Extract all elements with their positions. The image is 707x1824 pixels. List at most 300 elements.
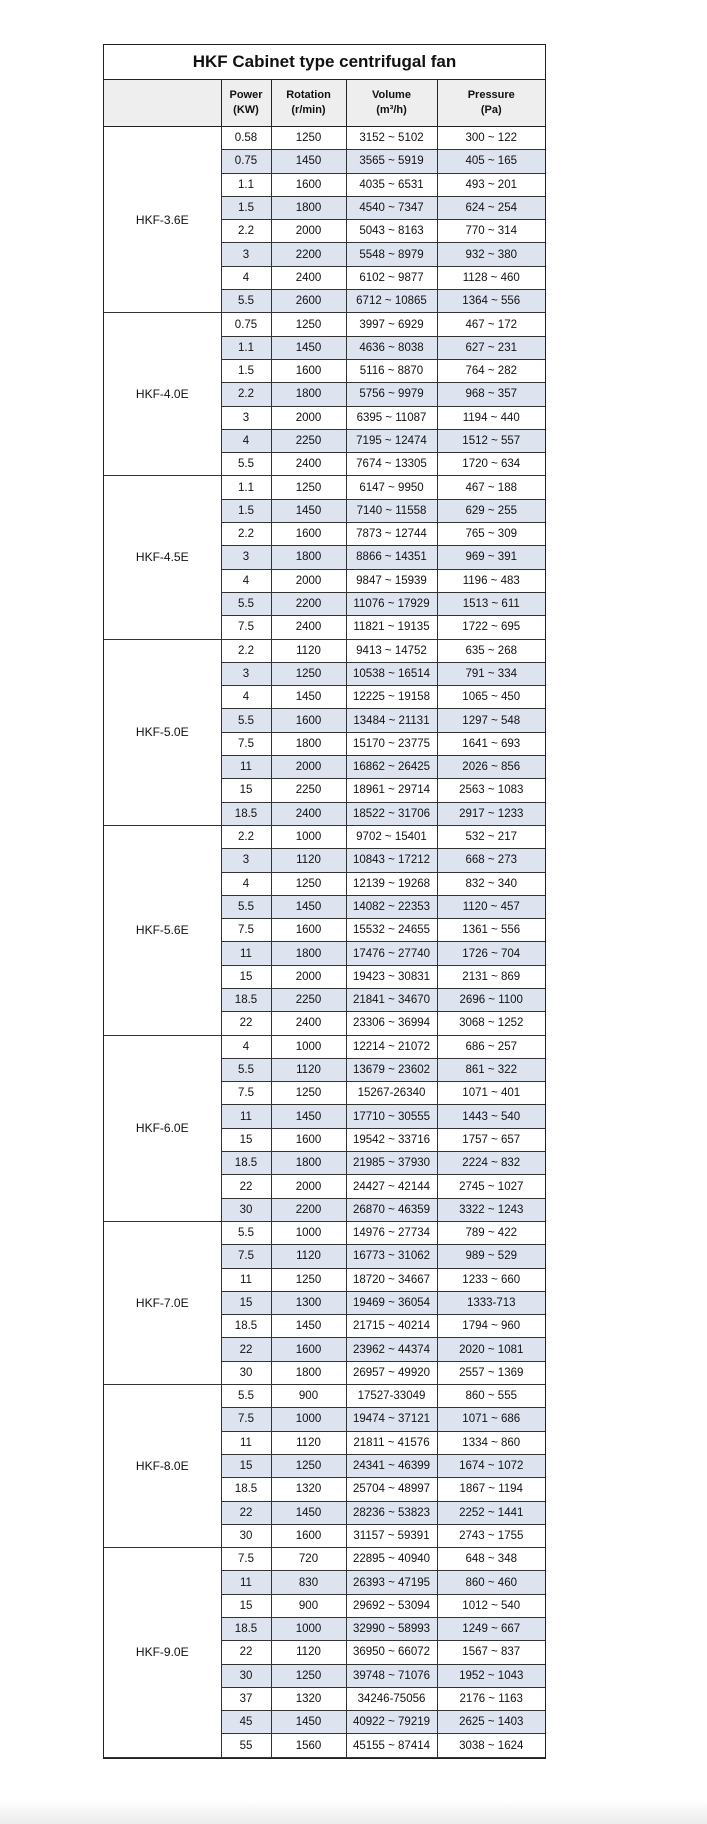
power-cell: 15 <box>221 779 271 802</box>
volume-cell: 23962 ~ 44374 <box>346 1338 437 1361</box>
power-cell: 4 <box>221 686 271 709</box>
rotation-cell: 2400 <box>271 453 346 476</box>
rotation-cell: 1800 <box>271 546 346 569</box>
rotation-cell: 2400 <box>271 266 346 289</box>
rotation-cell: 1800 <box>271 1361 346 1384</box>
volume-cell: 12139 ~ 19268 <box>346 872 437 895</box>
volume-cell: 11821 ~ 19135 <box>346 616 437 639</box>
volume-cell: 9413 ~ 14752 <box>346 639 437 662</box>
volume-cell: 17710 ~ 30555 <box>346 1105 437 1128</box>
rotation-cell: 1120 <box>271 639 346 662</box>
rotation-cell: 1000 <box>271 1221 346 1244</box>
volume-cell: 32990 ~ 58993 <box>346 1618 437 1641</box>
volume-cell: 40922 ~ 79219 <box>346 1711 437 1734</box>
power-cell: 5.5 <box>221 290 271 313</box>
table-row <box>104 1221 545 1244</box>
pressure-cell: 765 ~ 309 <box>437 523 545 546</box>
pressure-cell: 2026 ~ 856 <box>437 756 545 779</box>
pressure-cell: 1567 ~ 837 <box>437 1641 545 1664</box>
power-cell: 7.5 <box>221 732 271 755</box>
power-cell: 30 <box>221 1361 271 1384</box>
rotation-cell: 2200 <box>271 592 346 615</box>
volume-cell: 15170 ~ 23775 <box>346 732 437 755</box>
volume-cell: 16773 ~ 31062 <box>346 1245 437 1268</box>
rotation-cell: 1600 <box>271 1338 346 1361</box>
rotation-cell: 2250 <box>271 779 346 802</box>
rotation-cell: 1800 <box>271 732 346 755</box>
volume-cell: 6147 ~ 9950 <box>346 476 437 499</box>
pressure-cell: 1361 ~ 556 <box>437 919 545 942</box>
table-row <box>104 1385 545 1408</box>
pressure-cell: 1867 ~ 1194 <box>437 1478 545 1501</box>
power-cell: 7.5 <box>221 1082 271 1105</box>
power-cell: 1.1 <box>221 336 271 359</box>
volume-cell: 6395 ~ 11087 <box>346 406 437 429</box>
volume-cell: 12214 ~ 21072 <box>346 1035 437 1058</box>
table-row <box>104 1548 545 1571</box>
volume-cell: 3997 ~ 6929 <box>346 313 437 336</box>
header-power: Power (KW) <box>221 80 271 127</box>
rotation-cell: 1600 <box>271 359 346 382</box>
rotation-cell: 2000 <box>271 220 346 243</box>
pressure-cell: 2917 ~ 1233 <box>437 802 545 825</box>
volume-cell: 25704 ~ 48997 <box>346 1478 437 1501</box>
power-cell: 0.75 <box>221 313 271 336</box>
rotation-cell: 1250 <box>271 1664 346 1687</box>
rotation-cell: 1000 <box>271 1618 346 1641</box>
table-row <box>104 127 545 150</box>
power-cell: 4 <box>221 872 271 895</box>
pressure-cell: 627 ~ 231 <box>437 336 545 359</box>
volume-cell: 6712 ~ 10865 <box>346 290 437 313</box>
pressure-cell: 791 ~ 334 <box>437 662 545 685</box>
pressure-cell: 300 ~ 122 <box>437 127 545 150</box>
power-cell: 7.5 <box>221 919 271 942</box>
rotation-cell: 1250 <box>271 127 346 150</box>
rotation-cell: 2400 <box>271 1012 346 1035</box>
power-cell: 30 <box>221 1198 271 1221</box>
power-cell: 5.5 <box>221 1058 271 1081</box>
rotation-cell: 2200 <box>271 243 346 266</box>
power-cell: 1.5 <box>221 359 271 382</box>
power-cell: 11 <box>221 1268 271 1291</box>
power-cell: 1.5 <box>221 196 271 219</box>
volume-cell: 13679 ~ 23602 <box>346 1058 437 1081</box>
rotation-cell: 2250 <box>271 988 346 1011</box>
power-cell: 11 <box>221 942 271 965</box>
pressure-cell: 1512 ~ 557 <box>437 429 545 452</box>
power-cell: 15 <box>221 1594 271 1617</box>
power-cell: 7.5 <box>221 1245 271 1268</box>
rotation-cell: 1250 <box>271 476 346 499</box>
volume-cell: 3565 ~ 5919 <box>346 150 437 173</box>
volume-cell: 21715 ~ 40214 <box>346 1315 437 1338</box>
power-cell: 4 <box>221 266 271 289</box>
volume-cell: 23306 ~ 36994 <box>346 1012 437 1035</box>
spec-table <box>104 80 545 1758</box>
pressure-cell: 2176 ~ 1163 <box>437 1687 545 1710</box>
header-rotation: Rotation (r/min) <box>271 80 346 127</box>
power-cell: 2.2 <box>221 523 271 546</box>
volume-cell: 15532 ~ 24655 <box>346 919 437 942</box>
power-cell: 5.5 <box>221 453 271 476</box>
pressure-cell: 1757 ~ 657 <box>437 1128 545 1151</box>
rotation-cell: 1120 <box>271 1641 346 1664</box>
volume-cell: 19423 ~ 30831 <box>346 965 437 988</box>
rotation-cell: 1120 <box>271 849 346 872</box>
volume-cell: 15267-26340 <box>346 1082 437 1105</box>
power-cell: 11 <box>221 1571 271 1594</box>
pressure-cell: 1128 ~ 460 <box>437 266 545 289</box>
pressure-cell: 467 ~ 172 <box>437 313 545 336</box>
volume-cell: 31157 ~ 59391 <box>346 1524 437 1547</box>
volume-cell: 28236 ~ 53823 <box>346 1501 437 1524</box>
power-cell: 18.5 <box>221 802 271 825</box>
volume-cell: 19469 ~ 36054 <box>346 1291 437 1314</box>
power-cell: 11 <box>221 1431 271 1454</box>
pressure-cell: 789 ~ 422 <box>437 1221 545 1244</box>
rotation-cell: 830 <box>271 1571 346 1594</box>
pressure-cell: 635 ~ 268 <box>437 639 545 662</box>
rotation-cell: 2200 <box>271 1198 346 1221</box>
pressure-cell: 989 ~ 529 <box>437 1245 545 1268</box>
model-cell: HKF-3.6E <box>104 127 221 313</box>
volume-cell: 39748 ~ 71076 <box>346 1664 437 1687</box>
volume-cell: 24427 ~ 42144 <box>346 1175 437 1198</box>
rotation-cell: 900 <box>271 1385 346 1408</box>
volume-cell: 29692 ~ 53094 <box>346 1594 437 1617</box>
rotation-cell: 2000 <box>271 965 346 988</box>
power-cell: 3 <box>221 243 271 266</box>
pressure-cell: 1249 ~ 667 <box>437 1618 545 1641</box>
model-cell: HKF-8.0E <box>104 1385 221 1548</box>
pressure-cell: 2020 ~ 1081 <box>437 1338 545 1361</box>
rotation-cell: 2000 <box>271 406 346 429</box>
rotation-cell: 1600 <box>271 709 346 732</box>
power-cell: 22 <box>221 1175 271 1198</box>
power-cell: 5.5 <box>221 1221 271 1244</box>
pressure-cell: 3068 ~ 1252 <box>437 1012 545 1035</box>
volume-cell: 4636 ~ 8038 <box>346 336 437 359</box>
volume-cell: 12225 ~ 19158 <box>346 686 437 709</box>
pressure-cell: 1334 ~ 860 <box>437 1431 545 1454</box>
pressure-cell: 969 ~ 391 <box>437 546 545 569</box>
table-row <box>104 825 545 848</box>
rotation-cell: 720 <box>271 1548 346 1571</box>
pressure-cell: 2696 ~ 1100 <box>437 988 545 1011</box>
rotation-cell: 1320 <box>271 1687 346 1710</box>
pressure-cell: 932 ~ 380 <box>437 243 545 266</box>
pressure-cell: 467 ~ 188 <box>437 476 545 499</box>
pressure-cell: 832 ~ 340 <box>437 872 545 895</box>
pressure-cell: 2131 ~ 869 <box>437 965 545 988</box>
rotation-cell: 2000 <box>271 1175 346 1198</box>
volume-cell: 8866 ~ 14351 <box>346 546 437 569</box>
pressure-cell: 1722 ~ 695 <box>437 616 545 639</box>
model-cell: HKF-5.0E <box>104 639 221 825</box>
power-cell: 18.5 <box>221 1152 271 1175</box>
power-cell: 5.5 <box>221 592 271 615</box>
rotation-cell: 1320 <box>271 1478 346 1501</box>
rotation-cell: 1600 <box>271 1524 346 1547</box>
pressure-cell: 1674 ~ 1072 <box>437 1454 545 1477</box>
volume-cell: 7873 ~ 12744 <box>346 523 437 546</box>
rotation-cell: 1120 <box>271 1431 346 1454</box>
rotation-cell: 2000 <box>271 569 346 592</box>
pressure-cell: 764 ~ 282 <box>437 359 545 382</box>
power-cell: 3 <box>221 849 271 872</box>
rotation-cell: 1450 <box>271 895 346 918</box>
header-row <box>104 80 545 127</box>
pressure-cell: 1364 ~ 556 <box>437 290 545 313</box>
rotation-cell: 1120 <box>271 1245 346 1268</box>
power-cell: 4 <box>221 429 271 452</box>
pressure-cell: 2745 ~ 1027 <box>437 1175 545 1198</box>
volume-cell: 3152 ~ 5102 <box>346 127 437 150</box>
power-cell: 7.5 <box>221 1408 271 1431</box>
rotation-cell: 1300 <box>271 1291 346 1314</box>
pressure-cell: 1333-713 <box>437 1291 545 1314</box>
power-cell: 1.1 <box>221 173 271 196</box>
volume-cell: 13484 ~ 21131 <box>346 709 437 732</box>
power-cell: 7.5 <box>221 1548 271 1571</box>
pressure-cell: 3038 ~ 1624 <box>437 1734 545 1757</box>
volume-cell: 7674 ~ 13305 <box>346 453 437 476</box>
pressure-cell: 2743 ~ 1755 <box>437 1524 545 1547</box>
power-cell: 18.5 <box>221 988 271 1011</box>
power-cell: 18.5 <box>221 1478 271 1501</box>
header-volume: Volume (m³/h) <box>346 80 437 127</box>
rotation-cell: 1250 <box>271 1268 346 1291</box>
rotation-cell: 1800 <box>271 196 346 219</box>
volume-cell: 18522 ~ 31706 <box>346 802 437 825</box>
volume-cell: 7140 ~ 11558 <box>346 499 437 522</box>
pressure-cell: 1071 ~ 686 <box>437 1408 545 1431</box>
rotation-cell: 1600 <box>271 523 346 546</box>
volume-cell: 5756 ~ 9979 <box>346 383 437 406</box>
volume-cell: 7195 ~ 12474 <box>346 429 437 452</box>
volume-cell: 24341 ~ 46399 <box>346 1454 437 1477</box>
volume-cell: 17527-33049 <box>346 1385 437 1408</box>
rotation-cell: 1000 <box>271 1408 346 1431</box>
pressure-cell: 1120 ~ 457 <box>437 895 545 918</box>
model-cell: HKF-7.0E <box>104 1221 221 1384</box>
pressure-cell: 1065 ~ 450 <box>437 686 545 709</box>
rotation-cell: 1450 <box>271 1315 346 1338</box>
pressure-cell: 629 ~ 255 <box>437 499 545 522</box>
volume-cell: 36950 ~ 66072 <box>346 1641 437 1664</box>
pressure-cell: 1726 ~ 704 <box>437 942 545 965</box>
power-cell: 3 <box>221 662 271 685</box>
power-cell: 1.5 <box>221 499 271 522</box>
volume-cell: 5116 ~ 8870 <box>346 359 437 382</box>
power-cell: 15 <box>221 965 271 988</box>
pressure-cell: 1952 ~ 1043 <box>437 1664 545 1687</box>
pressure-cell: 2563 ~ 1083 <box>437 779 545 802</box>
model-cell: HKF-4.5E <box>104 476 221 639</box>
rotation-cell: 1120 <box>271 1058 346 1081</box>
power-cell: 15 <box>221 1291 271 1314</box>
rotation-cell: 1560 <box>271 1734 346 1757</box>
power-cell: 0.75 <box>221 150 271 173</box>
power-cell: 5.5 <box>221 895 271 918</box>
volume-cell: 26393 ~ 47195 <box>346 1571 437 1594</box>
pressure-cell: 1513 ~ 611 <box>437 592 545 615</box>
pressure-cell: 860 ~ 555 <box>437 1385 545 1408</box>
pressure-cell: 860 ~ 460 <box>437 1571 545 1594</box>
power-cell: 45 <box>221 1711 271 1734</box>
pressure-cell: 861 ~ 322 <box>437 1058 545 1081</box>
pressure-cell: 1194 ~ 440 <box>437 406 545 429</box>
volume-cell: 26870 ~ 46359 <box>346 1198 437 1221</box>
volume-cell: 14082 ~ 22353 <box>346 895 437 918</box>
rotation-cell: 1450 <box>271 1501 346 1524</box>
pressure-cell: 2625 ~ 1403 <box>437 1711 545 1734</box>
volume-cell: 9847 ~ 15939 <box>346 569 437 592</box>
power-cell: 2.2 <box>221 383 271 406</box>
table-body <box>104 127 545 1758</box>
pressure-cell: 686 ~ 257 <box>437 1035 545 1058</box>
volume-cell: 22895 ~ 40940 <box>346 1548 437 1571</box>
rotation-cell: 2000 <box>271 756 346 779</box>
table-row <box>104 1035 545 1058</box>
model-cell: HKF-9.0E <box>104 1548 221 1758</box>
power-cell: 11 <box>221 756 271 779</box>
power-cell: 4 <box>221 1035 271 1058</box>
pressure-cell: 405 ~ 165 <box>437 150 545 173</box>
table-row <box>104 639 545 662</box>
power-cell: 18.5 <box>221 1618 271 1641</box>
rotation-cell: 1450 <box>271 150 346 173</box>
volume-cell: 17476 ~ 27740 <box>346 942 437 965</box>
volume-cell: 4540 ~ 7347 <box>346 196 437 219</box>
volume-cell: 5548 ~ 8979 <box>346 243 437 266</box>
pressure-cell: 1233 ~ 660 <box>437 1268 545 1291</box>
volume-cell: 10843 ~ 17212 <box>346 849 437 872</box>
pressure-cell: 1794 ~ 960 <box>437 1315 545 1338</box>
rotation-cell: 2250 <box>271 429 346 452</box>
volume-cell: 21811 ~ 41576 <box>346 1431 437 1454</box>
pressure-cell: 968 ~ 357 <box>437 383 545 406</box>
rotation-cell: 1800 <box>271 1152 346 1175</box>
rotation-cell: 1250 <box>271 1454 346 1477</box>
volume-cell: 21841 ~ 34670 <box>346 988 437 1011</box>
pressure-cell: 2224 ~ 832 <box>437 1152 545 1175</box>
volume-cell: 21985 ~ 37930 <box>346 1152 437 1175</box>
power-cell: 2.2 <box>221 639 271 662</box>
table-row <box>104 476 545 499</box>
power-cell: 22 <box>221 1641 271 1664</box>
power-cell: 0.58 <box>221 127 271 150</box>
power-cell: 1.1 <box>221 476 271 499</box>
power-cell: 2.2 <box>221 825 271 848</box>
power-cell: 30 <box>221 1524 271 1547</box>
rotation-cell: 1450 <box>271 686 346 709</box>
rotation-cell: 900 <box>271 1594 346 1617</box>
volume-cell: 14976 ~ 27734 <box>346 1221 437 1244</box>
pressure-cell: 1720 ~ 634 <box>437 453 545 476</box>
pressure-cell: 2557 ~ 1369 <box>437 1361 545 1384</box>
header-pressure: Pressure (Pa) <box>437 80 545 127</box>
power-cell: 11 <box>221 1105 271 1128</box>
power-cell: 3 <box>221 546 271 569</box>
power-cell: 5.5 <box>221 709 271 732</box>
rotation-cell: 1250 <box>271 662 346 685</box>
table-row <box>104 313 545 336</box>
power-cell: 15 <box>221 1454 271 1477</box>
volume-cell: 6102 ~ 9877 <box>346 266 437 289</box>
rotation-cell: 1450 <box>271 336 346 359</box>
pressure-cell: 493 ~ 201 <box>437 173 545 196</box>
page-bottom-shadow <box>0 1800 707 1824</box>
rotation-cell: 2400 <box>271 616 346 639</box>
power-cell: 22 <box>221 1338 271 1361</box>
rotation-cell: 1800 <box>271 383 346 406</box>
power-cell: 3 <box>221 406 271 429</box>
fan-spec-sheet <box>103 44 546 1759</box>
power-cell: 2.2 <box>221 220 271 243</box>
pressure-cell: 532 ~ 217 <box>437 825 545 848</box>
model-cell: HKF-5.6E <box>104 825 221 1035</box>
volume-cell: 19474 ~ 37121 <box>346 1408 437 1431</box>
pressure-cell: 1443 ~ 540 <box>437 1105 545 1128</box>
pressure-cell: 1012 ~ 540 <box>437 1594 545 1617</box>
rotation-cell: 1000 <box>271 825 346 848</box>
rotation-cell: 1450 <box>271 499 346 522</box>
power-cell: 18.5 <box>221 1315 271 1338</box>
pressure-cell: 668 ~ 273 <box>437 849 545 872</box>
rotation-cell: 1000 <box>271 1035 346 1058</box>
rotation-cell: 1250 <box>271 872 346 895</box>
volume-cell: 5043 ~ 8163 <box>346 220 437 243</box>
power-cell: 7.5 <box>221 616 271 639</box>
volume-cell: 11076 ~ 17929 <box>346 592 437 615</box>
power-cell: 22 <box>221 1501 271 1524</box>
pressure-cell: 1641 ~ 693 <box>437 732 545 755</box>
rotation-cell: 1250 <box>271 313 346 336</box>
pressure-cell: 624 ~ 254 <box>437 196 545 219</box>
pressure-cell: 3322 ~ 1243 <box>437 1198 545 1221</box>
table-title: HKF Cabinet type centrifugal fan <box>104 45 545 80</box>
volume-cell: 10538 ~ 16514 <box>346 662 437 685</box>
model-cell: HKF-6.0E <box>104 1035 221 1221</box>
rotation-cell: 1600 <box>271 173 346 196</box>
pressure-cell: 1071 ~ 401 <box>437 1082 545 1105</box>
power-cell: 4 <box>221 569 271 592</box>
power-cell: 37 <box>221 1687 271 1710</box>
volume-cell: 34246-75056 <box>346 1687 437 1710</box>
volume-cell: 18961 ~ 29714 <box>346 779 437 802</box>
pressure-cell: 1297 ~ 548 <box>437 709 545 732</box>
volume-cell: 45155 ~ 87414 <box>346 1734 437 1757</box>
pressure-cell: 2252 ~ 1441 <box>437 1501 545 1524</box>
rotation-cell: 1450 <box>271 1711 346 1734</box>
rotation-cell: 1600 <box>271 919 346 942</box>
rotation-cell: 2400 <box>271 802 346 825</box>
rotation-cell: 1450 <box>271 1105 346 1128</box>
power-cell: 5.5 <box>221 1385 271 1408</box>
pressure-cell: 1196 ~ 483 <box>437 569 545 592</box>
rotation-cell: 1800 <box>271 942 346 965</box>
volume-cell: 16862 ~ 26425 <box>346 756 437 779</box>
rotation-cell: 1250 <box>271 1082 346 1105</box>
pressure-cell: 648 ~ 348 <box>437 1548 545 1571</box>
volume-cell: 18720 ~ 34667 <box>346 1268 437 1291</box>
power-cell: 30 <box>221 1664 271 1687</box>
header-model <box>104 80 221 127</box>
volume-cell: 4035 ~ 6531 <box>346 173 437 196</box>
rotation-cell: 1600 <box>271 1128 346 1151</box>
